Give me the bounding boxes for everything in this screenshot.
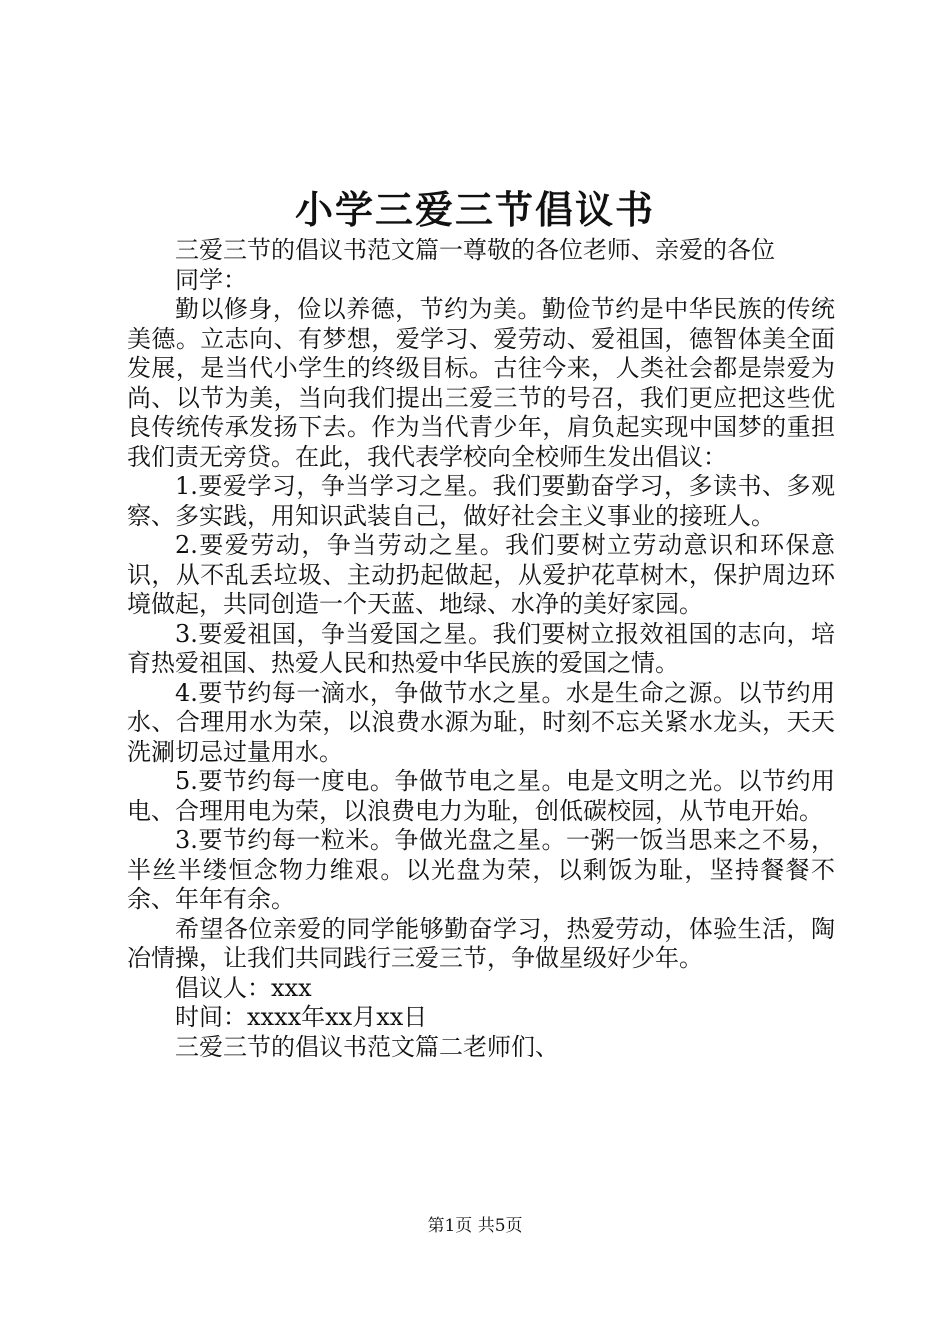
paragraph-item-study: 1.要爱学习，争当学习之星。我们要勤奋学习，多读书、多观察、多实践，用知识武装自己，做好社会主义事业的接班人。 <box>127 472 835 530</box>
next-section-heading: 三爱三节的倡议书范文篇二老师们、 <box>175 1032 559 1061</box>
page-footer: 第1页 共5页 <box>427 1216 523 1236</box>
paragraph-item-rice: 3.要节约每一粒米。争做光盘之星。一粥一饭当思来之不易，半丝半缕恒念物力维艰。以光盘为荣，以剩饭为耻，坚持餐餐不余、年年有余。 <box>127 826 835 913</box>
document-title: 小学三爱三节倡议书 <box>294 187 655 232</box>
paragraph-item-water: 4.要节约每一滴水，争做节水之星。水是生命之源。以节约用水、合理用水为荣，以浪费水源为耻，时刻不忘关紧水龙头，天天洗涮切忌过量用水。 <box>127 678 835 766</box>
paragraph-item-labor: 2.要爱劳动，争当劳动之星。我们要树立劳动意识和环保意识，从不乱丢垃圾、主动扔起做起，从爱护花草树木，保护周边环境做起，共同创造一个天蓝、地绿、水净的美好家园。 <box>127 531 835 618</box>
paragraph-preamble: 勤以修身，俭以养德，节约为美。勤俭节约是中华民族的传统美德。立志向、有梦想，爱学习、爱劳动、爱祖国，德智体美全面发展，是当代小学生的终级目标。古往今来，人类社会都是崇爱为尚、以节为美，当向我们提出三爱三节的号召，我们更应把这些优良传统传承发扬下去。作为当代青少年，肩负起实现中国梦的重担我们责无旁贷。在此，我代表学校向全校师生发出倡议： <box>127 295 835 471</box>
date-line: 时间：xxxx年xx月xx日 <box>175 1003 428 1031</box>
signer-line: 倡议人：xxx <box>175 973 312 1002</box>
intro-line-2: 同学： <box>175 265 247 294</box>
intro-line: 三爱三节的倡议书范文篇一尊敬的各位老师、亲爱的各位 <box>175 236 775 264</box>
paragraph-item-country: 3.要爱祖国，争当爱国之星。我们要树立报效祖国的志向，培育热爱祖国、热爱人民和热爱中华民族的爱国之情。 <box>127 619 835 677</box>
paragraph-closing: 希望各位亲爱的同学能够勤奋学习，热爱劳动，体验生活，陶冶情操，让我们共同践行三爱三节，争做星级好少年。 <box>127 914 835 972</box>
document-body <box>127 236 835 1062</box>
paragraph-item-electricity: 5.要节约每一度电。争做节电之星。电是文明之光。以节约用电、合理用电为荣，以浪费电力为耻，创低碳校园，从节电开始。 <box>127 767 835 825</box>
